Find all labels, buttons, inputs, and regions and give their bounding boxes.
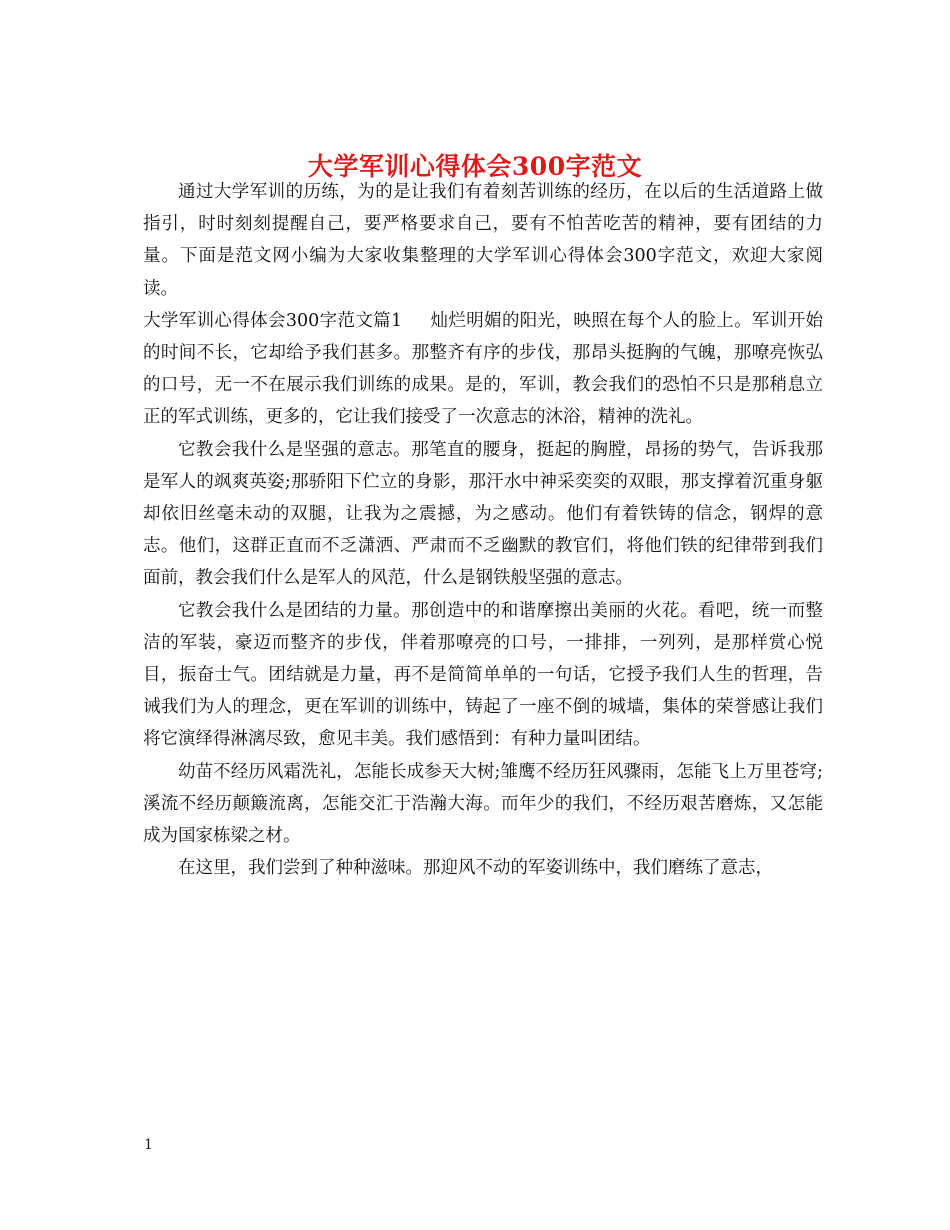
body-paragraph-4: 在这里，我们尝到了种种滋味。那迎风不动的军姿训练中，我们磨练了意志， [178, 858, 773, 879]
section-paragraph-1 [143, 305, 823, 434]
page-number: 1 [144, 1137, 153, 1153]
section-first-paragraph-text: 灿烂明媚的阳光，映照在每个人的脸上。军训开始的时间不长，它却给予我们甚多。那整齐有序的步伐，那昂头挺胸的气魄，那嘹亮恢弘的口号，无一不在展示我们训练的成果。是的，军训，教会我们的恐怕不只是那稍息立正的军式训练，更多的，它让我们接受了一次意志的沐浴，精神的洗礼。 [143, 310, 823, 428]
body-paragraph-3: 幼苗不经历风霜洗礼，怎能长成参天大树;雏鹰不经历狂风骤雨，怎能飞上万里苍穹;溪流不经历颠簸流离，怎能交汇于浩瀚大海。而年少的我们，不经历艰苦磨炼，又怎能成为国家栋梁之材。 [143, 761, 823, 847]
section-heading: 大学军训心得体会300字范文篇1 [143, 310, 403, 331]
document-body [143, 176, 823, 884]
body-paragraph-1: 它教会我什么是坚强的意志。那笔直的腰身，挺起的胸膛，昂扬的势气，告诉我那是军人的飒爽英姿;那骄阳下伫立的身影，那汗水中神采奕奕的双眼，那支撑着沉重身躯却依旧丝毫未动的双腿，让我为之震撼，为之感动。他们有着铁铸的信念，钢焊的意志。他们，这群正直而不乏潇洒、严肃而不乏幽默的教官们，将他们铁的纪律带到我们面前，教会我们什么是军人的风范，什么是钢铁般坚强的意志。 [143, 439, 823, 589]
intro-paragraph: 通过大学军训的历练，为的是让我们有着刻苦训练的经历，在以后的生活道路上做指引，时时刻刻提醒自己，要严格要求自己，要有不怕苦吃苦的精神，要有团结的力量。下面是范文网小编为大家收集整理的大学军训心得体会300字范文，欢迎大家阅读。 [143, 182, 823, 299]
document-title: 大学军训心得体会300字范文 [307, 151, 643, 181]
body-paragraph-2: 它教会我什么是团结的力量。那创造中的和谐摩擦出美丽的火花。看吧，统一而整洁的军装，豪迈而整齐的步伐，伴着那嘹亮的口号，一排排，一列列，是那样赏心悦目，振奋士气。团结就是力量，再不是简简单单的一句话，它授予我们人生的哲理，告诫我们为人的理念，更在军训的训练中，铸起了一座不倒的城墙，集体的荣誉感让我们将它演绎得淋漓尽致，愈见丰美。我们感悟到：有种力量叫团结。 [143, 600, 823, 750]
